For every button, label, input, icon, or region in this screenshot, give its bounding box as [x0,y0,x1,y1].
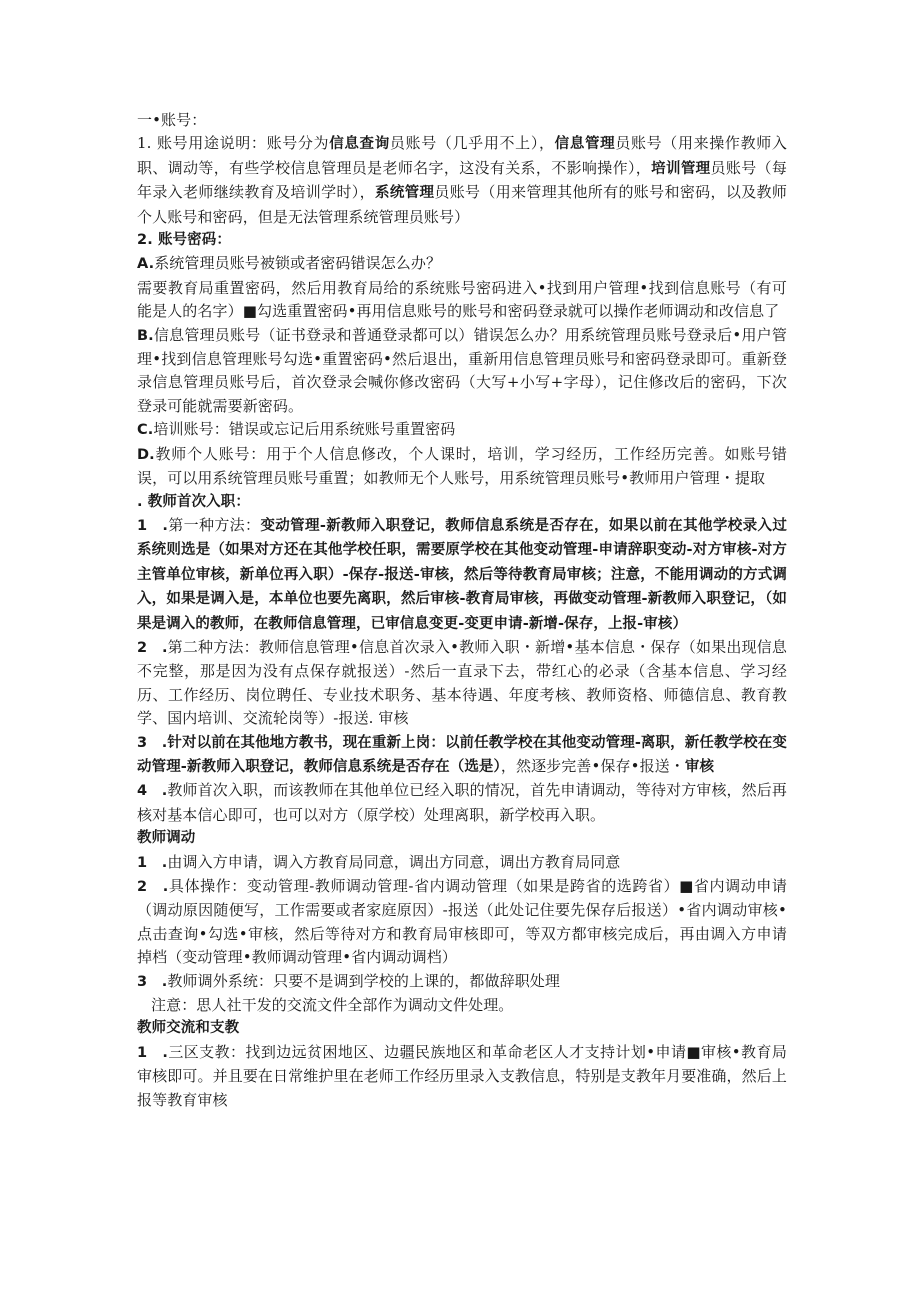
first-entry-method-2 [137,636,787,731]
first-entry-method-3 [137,731,787,780]
text-run: 员账号（用来操作教师入职、调动等，有些学校信息管理员是老师名字，这没有关系，不影响操作）， [137,134,788,177]
bold-run: 变动管理-新教师入职登记，教师信息系统是否存在，如果以前在其他学校录入过系统则选是（如果对方还在其他学校任职，需要原学校在其他变动管理-申请辞职变动-对方审核-对方主管单位审核，新单位再入职）-保存-报送-审核，然后等待教育局审核；注意，不能用调动的方式调入，如果是调入是，本单位也要先离职，然后审核-教育局审核，再做变动管理-新教师入职登记 [137,517,787,608]
item-d [137,443,787,491]
item-c [137,418,787,442]
list-number: 3 . [137,734,168,751]
item-a-answer: 需要教育局重置密码，然后用教育局给的系统账号密码进入•找到用户管理•找到信息账号（有可能是人的名字）■勾选重置密码•再用信息账号的账号和密码登录就可以操作老师调动和改信息了 [137,278,787,321]
list-number: 1 . [137,517,168,534]
first-entry-method-4 [137,779,787,827]
text-run: 员账号（几乎用不上）， [389,134,555,153]
item-b [137,324,787,419]
text-run: 第二种方法：教师信息管理•信息首次录入•教师入职・新增•基本信息・保存（如果出现信息不完整，那是因为没有点保存就报送）-然后一直录下去，带红心的必录（含基本信息、学习经历、工作经历、岗位聘任、专业技术职务、基本待遇、年度考核、教师资格、师德信息、教育教学、国内培训、交流轮岗等）-报送. 审核 [137,637,787,728]
bold-run: 针对以前在其他地方教书，现在重新上岗：以前任教学校在其他变动管理-离职，新任教学校在变动管理-新教师入职登记，教师信息系统是否存在（选是） [137,734,787,775]
section-heading-first-entry: . 教师首次入职： [137,493,250,510]
first-entry-method-1 [137,514,787,636]
bold-run: 信息查询 [329,136,390,153]
exchange-item-1 [137,1041,787,1112]
text-run: 信息管理员账号（证书登录和普通登录都可以）错误怎么办？用系统管理员账号登录后•用户管理•找到信息管理账号勾选•重置密码•然后退出，重新用信息管理员账号和密码登录即可。重新登录信息管理员账号后，首次登录会喊你修改密码（大写+小写+字母），记住修改后的密码，下次登录可能就需要新密码。 [137,325,787,415]
text-run: 具体操作：变动管理-教师调动管理-省内调动管理（如果是跨省的选跨省）■省内调动申请（调动原因随便写，工作需要或者家庭原因）-报送（此处记住要先保存后报送）•省内调动审核•点击查询•勾选•审核，然后等待对方和教育局审核即可，等双方都审核完成后，再由调入方申请掉档（变动管理•教师调动管理•省内调动调档） [137,877,787,967]
paragraph-account-usage [137,132,787,229]
item-label: C. [137,422,154,439]
text-run: 1. 账号用途说明：账号分为 [137,134,330,153]
text-run: 三区支教：找到边远贫困地区、边疆民族地区和革命老区人才支持计划•申请■审核•教育局审核即可。并且要在日常维护里在老师工作经历里录入支教信息，特别是支教年月要准确，然后上报等教育审核 [137,1042,787,1109]
bold-run: 信息管理 [554,136,616,153]
transfer-item-1 [137,851,787,875]
section-heading-exchange: 教师交流和支教 [137,1020,240,1037]
bold-run: 培训管理 [651,160,711,177]
subheading-account-password: 2. 账号密码： [137,232,231,249]
list-number: 2 . [137,639,168,656]
list-number: 1 . [137,854,168,871]
section-heading-accounts [137,109,787,132]
transfer-item-2 [137,875,787,970]
text-run: 教师调外系统：只要不是调到学校的上课的，都做辞职处理 [167,971,561,990]
bold-run: 系统管理 [374,185,435,202]
list-number: 3 . [137,973,168,990]
transfer-item-3 [137,970,787,994]
bold-run: 审核 [684,758,715,775]
item-label: A. [137,256,155,273]
list-number: 1 . [137,1044,169,1061]
text-run: 教师首次入职，而该教师在其他单位已经入职的情况，首先申请调动，等待对方审核，然后再核对基本信心即可，也可以对方（原学校）处理离职，新学校再入职。 [137,781,787,824]
text-run: 员账号（每年录入老师继续教育及培训学时）， [137,158,787,202]
text-run: 教师个人账号：用于个人信息修改，个人课时，培训，学习经历，工作经历完善。如账号错误，可以用系统管理员账号重置；如教师无个人账号，用系统管理员账号•教师用户管理・提取 [137,444,787,488]
text-run: 员账号（用来管理其他所有的账号和密码，以及教师个人账号和密码，但是无法管理系统管理员账号） [137,183,787,226]
item-a-question [137,252,787,276]
text-run: 由调入方申请，调入方教育局同意，调出方同意，调出方教育局同意 [167,852,621,871]
text-run: ，然逐步完善•保存•报送・ [500,756,685,775]
transfer-note: 注意：思人社干发的交流文件全部作为调动文件处理。 [151,996,514,1015]
heading-text: 一•账号： [137,111,207,129]
text-run: 培训账号：错误或忘记后用系统账号重置密码 [153,420,456,439]
item-label: B. [137,327,154,344]
text-run: 第一种方法： [167,515,261,534]
bold-run: ，（如果是调入的教师，在教师信息管理，已审信息变更-变更申请-新增-保存，上报-审核） [137,591,787,632]
section-heading-transfer: 教师调动 [137,830,196,847]
text-run: 系统管理员账号被锁或者密码错误怎么办？ [154,254,442,273]
document-body [137,109,787,1112]
list-number: 4 . [137,783,168,800]
item-label: D. [137,446,155,463]
list-number: 2 . [137,879,169,895]
